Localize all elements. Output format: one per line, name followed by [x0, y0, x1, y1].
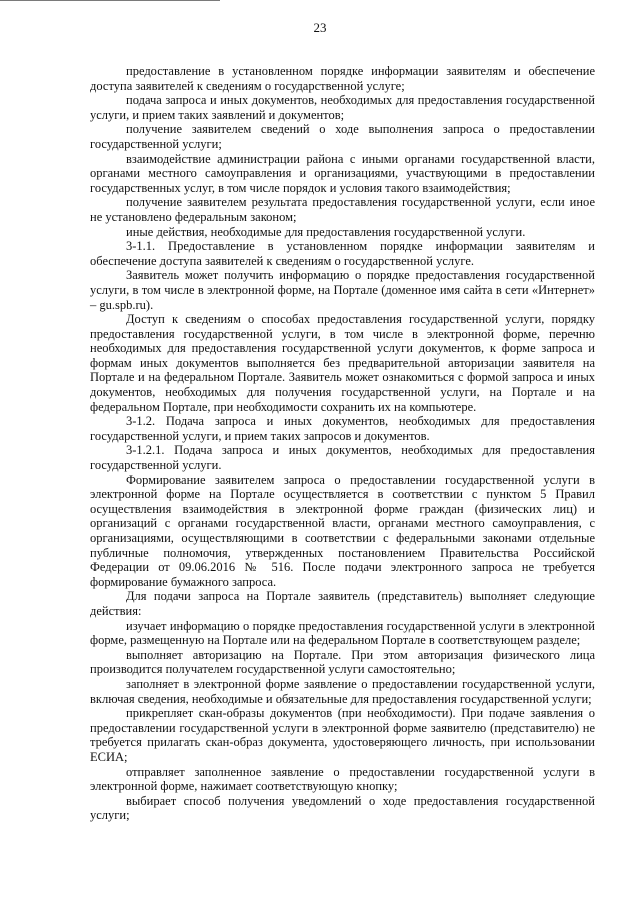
paragraph: изучает информацию о порядке предоставления государственной услуги в электронной форме, размещенную на Портале или на федеральном Портале в соответствующем разделе;: [90, 618, 595, 648]
paragraph: Доступ к сведениям о способах предоставления государственной услуги, порядку предоставления государственной услуги, в том числе в электронной форме, перечню необходимых для предоставления государственной услуги документов, к форме запроса и формам иных документов выполняется без предварительной авторизации заявителя на Портале и на федеральном Портале. Заявитель может ознакомиться с формой запроса и иных документов, необходимых для получения государственной услуги, на Портале и на федеральном Портале, при необходимости сохранить их на компьютере.: [90, 312, 595, 414]
paragraph: отправляет заполненное заявление о предоставлении государственной услуги в электронной форме, нажимает соответствующую кнопку;: [90, 764, 595, 794]
document-body: [90, 64, 595, 823]
scan-edge-line: [0, 0, 220, 1]
paragraph: 3-1.1. Предоставление в установленном порядке информации заявителям и обеспечение доступа заявителей к сведениям о государственной услуге.: [90, 239, 595, 268]
paragraph: взаимодействие администрации района с иными органами государственной власти, органами местного самоуправления и организациями, участвующими в предоставлении государственных услуг, в том числе порядок и условия такого взаимодействия;: [90, 151, 595, 195]
paragraph: подача запроса и иных документов, необходимых для предоставления государственной услуги, и прием таких заявлений и документов;: [90, 93, 595, 122]
paragraph: выполняет авторизацию на Портале. При этом авторизация физического лица производится получателем государственной услуги самостоятельно;: [90, 647, 595, 677]
paragraph: прикрепляет скан-образы документов (при необходимости). При подаче заявления о предоставлении государственной услуги в электронной форме заявителю (представителю) не требуется прилагать скан-образ документа, удостоверяющего личность, при использовании ЕСИА;: [90, 706, 595, 764]
paragraph: выбирает способ получения уведомлений о ходе предоставления государственной услуги;: [90, 793, 595, 823]
paragraph: иные действия, необходимые для предоставления государственной услуги.: [126, 224, 526, 239]
paragraph: 3-1.2. Подача запроса и иных документов, необходимых для предоставления государственной услуги, и прием таких запросов и документов.: [90, 414, 595, 443]
paragraph: получение заявителем сведений о ходе выполнения запроса о предоставлении государственной услуги;: [90, 122, 595, 151]
paragraph: Формирование заявителем запроса о предоставлении государственной услуги в электронной форме на Портале осуществляется в соответствии с пунктом 5 Правил осуществления взаимодействия в электронной форме граждан (физических лиц) и организаций с органами государственной власти, органами местного самоуправления, с организациями, осуществляющими в соответствии с федеральными законами отдельные публичные полномочия, утвержденных постановлением Правительства Российской Федерации от 09.06.2016 № 516. После подачи электронного запроса не требуется формирование бумажного запроса.: [90, 472, 595, 589]
paragraph: предоставление в установленном порядке информации заявителям и обеспечение доступа заявителей к сведениям о государственной услуге;: [90, 64, 595, 93]
page-number: 23: [313, 20, 327, 35]
paragraph: заполняет в электронной форме заявление о предоставлении государственной услуги, включая сведения, необходимые и обязательные для предоставления государственной услуги;: [90, 676, 595, 706]
paragraph: получение заявителем результата предоставления государственной услуги, если иное не установлено федеральным законом;: [90, 195, 595, 224]
paragraph: Для подачи запроса на Портале заявитель (представитель) выполняет следующие действия:: [90, 589, 595, 618]
paragraph: 3-1.2.1. Подача запроса и иных документов, необходимых для предоставления государственной услуги.: [90, 443, 595, 473]
paragraph: Заявитель может получить информацию о порядке предоставления государственной услуги, в том числе в электронной форме, на Портале (доменное имя сайта в сети «Интернет» – gu.spb.ru).: [90, 268, 595, 312]
